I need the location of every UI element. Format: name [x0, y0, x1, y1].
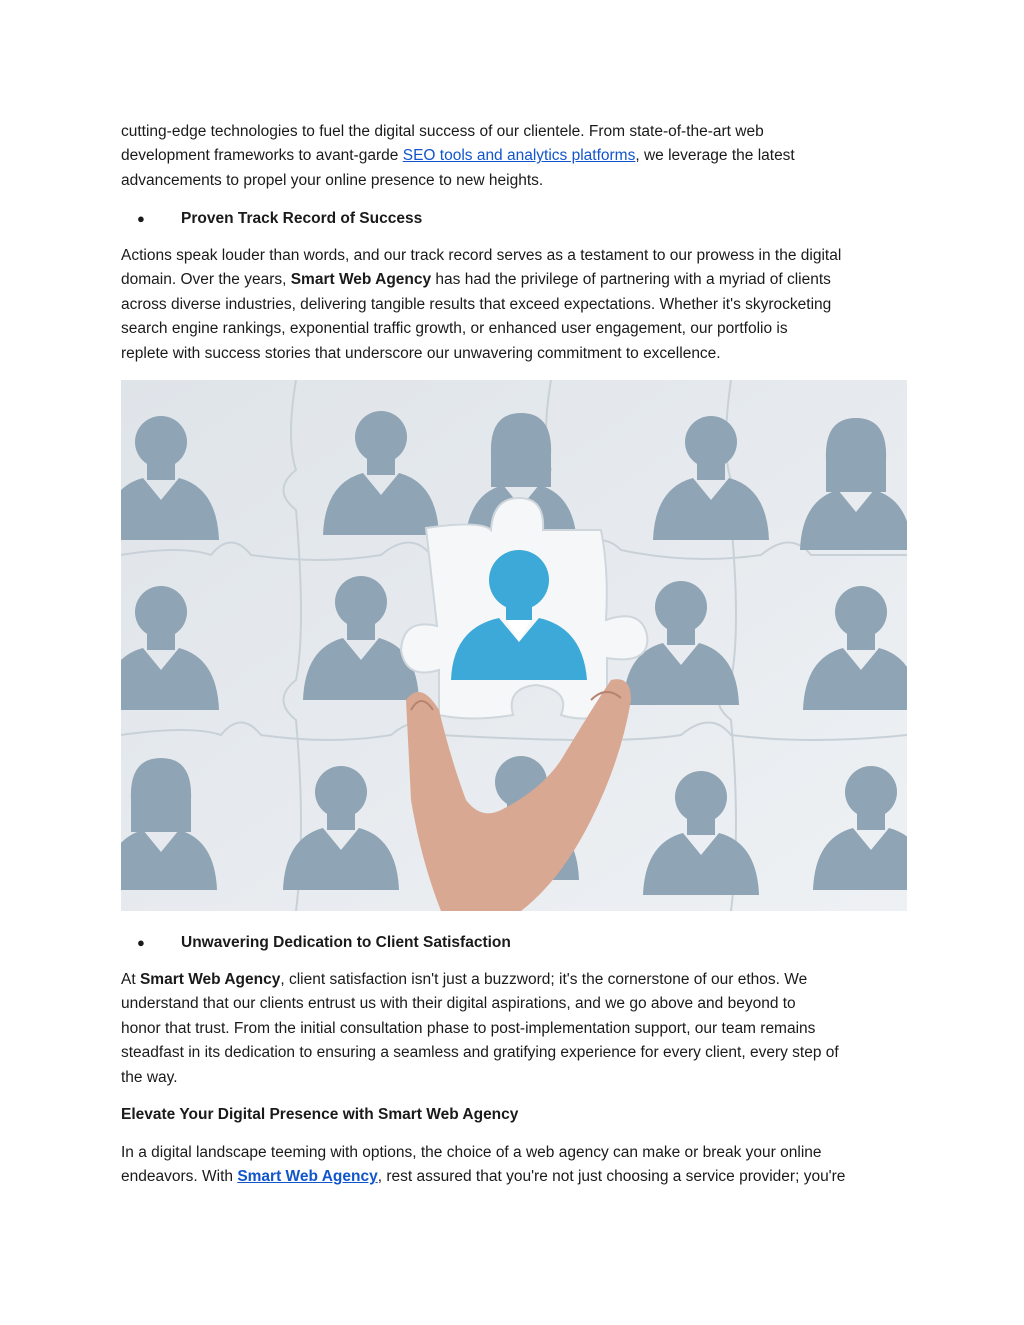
text-line: At: [121, 971, 140, 988]
smart-web-agency-link[interactable]: Smart Web Agency: [237, 1168, 378, 1186]
text-line: across diverse industries, delivering tangible results that exceed expectations. Whether it's skyrocketing: [121, 295, 832, 313]
text-line: , we leverage the latest: [635, 147, 795, 165]
brand-name: Smart Web Agency: [290, 271, 432, 289]
seo-tools-link[interactable]: SEO tools and analytics platforms: [402, 147, 636, 165]
text-line: domain. Over the years,: [121, 271, 291, 289]
text-line: , rest assured that you're not just choosing a service provider; you're: [377, 1168, 846, 1186]
puzzle-people-image: [121, 380, 907, 911]
paragraph-elevate: [121, 1141, 907, 1190]
section-heading: Elevate Your Digital Presence with Smart Web Agency: [121, 1106, 519, 1123]
text-line: search engine rankings, exponential traffic growth, or enhanced user engagement, our portfolio is: [121, 320, 788, 338]
text-line: , client satisfaction isn't just a buzzword; it's the cornerstone of our ethos. We: [280, 971, 808, 988]
puzzle-people-illustration: [121, 380, 907, 911]
brand-name: Smart Web Agency: [139, 971, 281, 988]
bullet-icon: ●: [137, 935, 145, 950]
text-line: Actions speak louder than words, and our track record serves as a testament to our prowess in the digital: [121, 247, 842, 264]
text-line: understand that our clients entrust us with their digital aspirations, and we go above and beyond to: [121, 995, 796, 1013]
text-line: advancements to propel your online presence to new heights.: [121, 171, 544, 189]
bullet-client-satisfaction: [121, 931, 511, 955]
text-line: steadfast in its dedication to ensuring a seamless and gratifying experience for every client, every step of: [121, 1044, 839, 1062]
paragraph-technologies: [121, 120, 907, 193]
paragraph-track-record: [121, 244, 907, 366]
text-line: endeavors. With: [121, 1168, 238, 1186]
text-line: the way.: [121, 1068, 178, 1086]
text-line: development frameworks to avant-garde: [121, 147, 403, 165]
text-line: has had the privilege of partnering with a myriad of clients: [431, 271, 831, 289]
bullet-label: Unwavering Dedication to Client Satisfaction: [181, 934, 511, 951]
text-line: honor that trust. From the initial consultation phase to post-implementation support, our team remains: [121, 1019, 816, 1037]
text-line: In a digital landscape teeming with options, the choice of a web agency can make or break your online: [121, 1144, 822, 1161]
bullet-proven-track-record: [121, 207, 422, 231]
text-line: cutting-edge technologies to fuel the digital success of our clientele. From state-of-the-art web: [121, 123, 764, 140]
paragraph-client-satisfaction: [121, 968, 907, 1090]
bullet-label: Proven Track Record of Success: [181, 210, 423, 227]
text-line: replete with success stories that underscore our unwavering commitment to excellence.: [121, 344, 721, 362]
bullet-icon: ●: [137, 211, 145, 226]
